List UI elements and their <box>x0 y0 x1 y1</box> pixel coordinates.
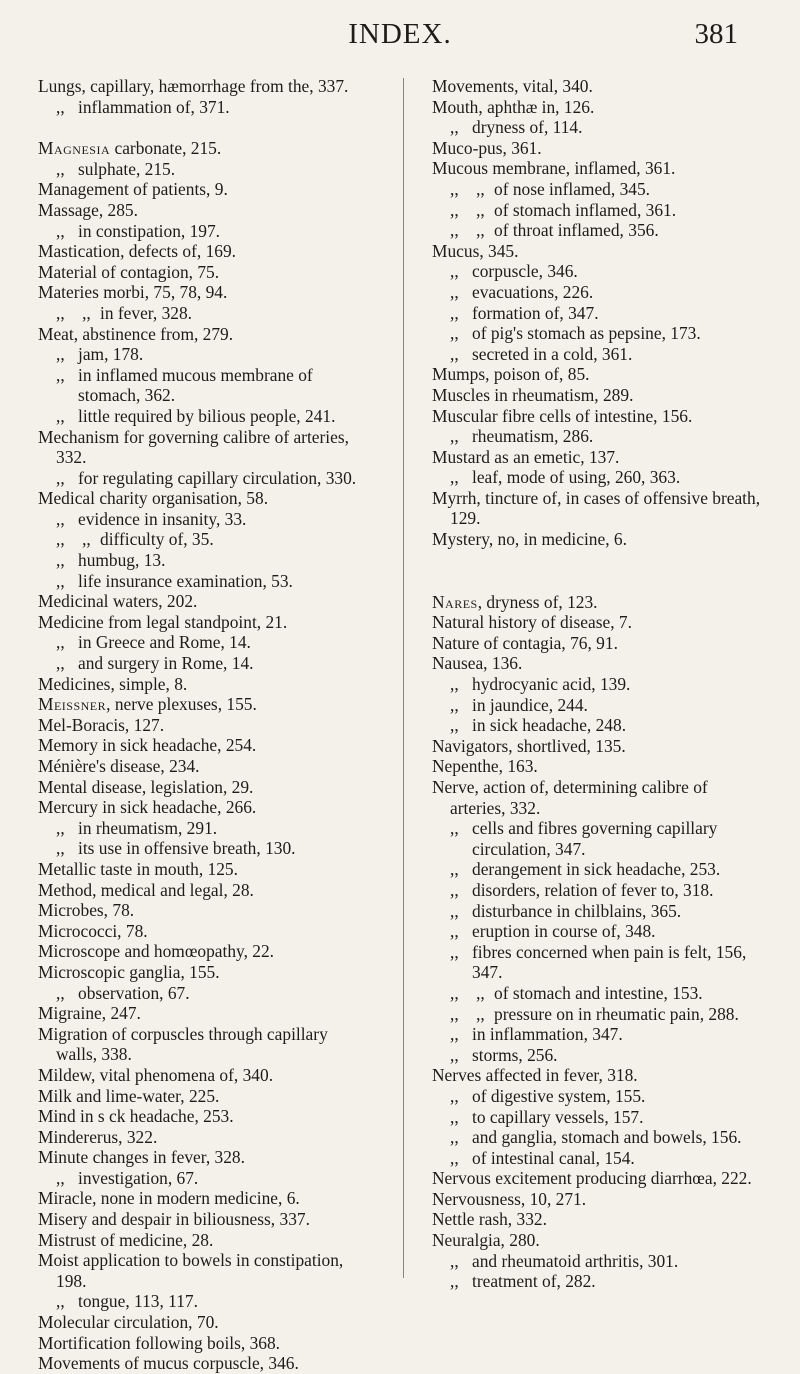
ditto-mark: ,, <box>450 941 459 962</box>
entry-text: corpuscle, 346. <box>472 261 578 282</box>
index-entry: Mucus, 345. <box>432 240 519 261</box>
entry-text: of digestive system, 155. <box>472 1085 646 1106</box>
ditto-mark: ,, <box>56 550 65 571</box>
entry-text: fibres concerned when pain is felt, 156, 347. <box>472 941 747 983</box>
ditto-mark: ,, <box>56 405 65 426</box>
index-entry: Mustard as an emetic, 137. <box>432 446 620 467</box>
entry-text: evidence in insanity, 33. <box>78 508 247 529</box>
index-entry: Lungs, capillary, hæmorrhage from the, 337. <box>38 76 349 96</box>
entry-text: in Greece and Rome, 14. <box>78 632 251 653</box>
entry-text: disturbance in chilblains, 365. <box>472 900 682 921</box>
index-entry: Navigators, shortlived, 135. <box>432 735 626 756</box>
entry-text: inflammation of, 371. <box>78 96 230 117</box>
index-entry: Movements of mucus corpuscle, 346. <box>38 1353 299 1374</box>
page-number: 381 <box>694 18 738 50</box>
index-subentry <box>432 674 762 695</box>
ditto-mark: ,, ,, <box>450 982 485 1003</box>
index-subentry <box>432 859 762 880</box>
ditto-mark: ,, ,, <box>56 302 91 323</box>
index-entry <box>38 694 368 715</box>
entry-text: investigation, 67. <box>78 1167 199 1188</box>
index-subentry <box>432 921 762 942</box>
index-subentry <box>432 880 762 901</box>
index-entry: Microscope and homœopathy, 22. <box>38 941 275 962</box>
section-gap <box>432 571 762 592</box>
ditto-mark: ,, <box>56 570 65 591</box>
index-subentry <box>432 1045 762 1066</box>
index-entry <box>432 592 762 613</box>
index-entry: Migraine, 247. <box>38 1003 141 1024</box>
index-entry: Microbes, 78. <box>38 900 135 921</box>
index-entry: Mastication, defects of, 169. <box>38 241 237 262</box>
entry-text: humbug, 13. <box>78 550 166 571</box>
ditto-mark: ,, <box>56 982 65 1003</box>
ditto-mark: ,, <box>450 694 459 715</box>
index-entry: Milk and lime-water, 225. <box>38 1085 220 1106</box>
index-entry <box>38 138 368 159</box>
ditto-mark: ,, <box>450 715 459 736</box>
index-entry: Muscular fibre cells of intestine, 156. <box>432 405 693 426</box>
ditto-mark: ,, <box>450 1147 459 1168</box>
index-subentry <box>432 818 762 859</box>
entry-text: in inflamed mucous membrane of stomach, 362. <box>78 364 313 406</box>
index-entry: Micrococci, 78. <box>38 920 148 941</box>
index-subentry <box>432 323 762 344</box>
entry-text: observation, 67. <box>78 982 190 1003</box>
index-subentry <box>38 365 368 406</box>
entry-text: of stomach inflamed, 361. <box>494 199 677 220</box>
index-entry: Medicine from legal standpoint, 21. <box>38 611 288 632</box>
ditto-mark: ,, <box>450 426 459 447</box>
index-entry: Movements, vital, 340. <box>432 76 593 96</box>
index-entry: Mortification following boils, 368. <box>38 1332 280 1353</box>
index-entry: Miracle, none in modern medicine, 6. <box>38 1188 300 1209</box>
ditto-mark: ,, <box>450 343 459 364</box>
entry-text: tongue, 113, 117. <box>78 1291 198 1312</box>
index-entry: Mental disease, legislation, 29. <box>38 776 254 797</box>
index-entry: Meat, abstinence from, 279. <box>38 323 234 344</box>
entry-text: sulphate, 215. <box>78 158 176 179</box>
entry-text: jam, 178. <box>78 344 144 365</box>
entry-text: eruption in course of, 348. <box>472 921 656 942</box>
entry-text: to capillary vessels, 157. <box>472 1106 644 1127</box>
ditto-mark: ,, <box>450 323 459 344</box>
index-subentry <box>432 426 762 447</box>
index-subentry <box>432 117 762 138</box>
entry-text: storms, 256. <box>472 1044 558 1065</box>
page-header <box>0 18 800 58</box>
ditto-mark: ,, <box>450 1024 459 1045</box>
index-subentry <box>432 303 762 324</box>
entry-text: carbonate, 215. <box>110 138 222 159</box>
entry-text: difficulty of, 35. <box>100 529 214 550</box>
ditto-mark: ,, <box>56 632 65 653</box>
entry-text: for regulating capillary circulation, 330. <box>78 467 357 488</box>
ditto-mark: ,, ,, <box>450 1003 485 1024</box>
index-entry: Moist application to bowels in constipation, 198. <box>38 1250 344 1291</box>
index-subentry <box>432 901 762 922</box>
index-subentry <box>432 179 762 200</box>
ditto-mark: ,, <box>56 653 65 674</box>
ditto-mark: ,, <box>56 817 65 838</box>
ditto-mark: ,, <box>450 1044 459 1065</box>
index-entry: Materies morbi, 75, 78, 94. <box>38 282 228 303</box>
index-subentry <box>38 1168 368 1189</box>
index-subentry <box>432 467 762 488</box>
index-subentry <box>432 1107 762 1128</box>
ditto-mark: ,, <box>56 364 65 385</box>
entry-text: formation of, 347. <box>472 302 599 323</box>
index-subentry <box>432 1251 762 1272</box>
index-entry: Ménière's disease, 234. <box>38 756 200 776</box>
ditto-mark: ,, <box>56 220 65 241</box>
entry-text: treatment of, 282. <box>472 1271 596 1292</box>
index-subentry <box>38 509 368 530</box>
ditto-mark: ,, <box>450 1271 459 1292</box>
ditto-mark: ,, <box>450 1127 459 1148</box>
ditto-mark: ,, ,, <box>450 178 485 199</box>
index-subentry <box>38 344 368 365</box>
entry-text: evacuations, 226. <box>472 281 594 302</box>
index-entry: Nervous excitement producing diarrhœa, 222. <box>432 1168 752 1189</box>
entry-text: leaf, mode of using, 260, 363. <box>472 467 681 488</box>
entry-text: dryness of, 114. <box>472 117 583 138</box>
ditto-mark: ,, <box>450 859 459 880</box>
index-entry: Molecular circulation, 70. <box>38 1312 219 1333</box>
index-subentry <box>432 1004 762 1025</box>
index-entry: Method, medical and legal, 28. <box>38 879 254 900</box>
index-entry: Mechanism for governing calibre of arteries, 332. <box>38 426 349 468</box>
entry-text: of throat inflamed, 356. <box>494 220 659 241</box>
index-subentry <box>38 468 368 489</box>
ditto-mark: ,, <box>56 344 65 365</box>
index-subentry <box>38 97 368 118</box>
index-column-left <box>38 76 368 1374</box>
index-entry: Microscopic ganglia, 155. <box>38 961 220 982</box>
entry-text: in rheumatism, 291. <box>78 817 218 838</box>
index-entry: Mercury in sick headache, 266. <box>38 797 257 818</box>
entry-text: and ganglia, stomach and bowels, 156. <box>472 1127 742 1148</box>
entry-text: cells and fibres governing capillary circulation, 347. <box>472 818 718 859</box>
entry-text: of stomach and intestine, 153. <box>494 982 703 1003</box>
index-entry: Mindererus, 322. <box>38 1126 158 1147</box>
ditto-mark: ,, <box>450 302 459 323</box>
index-entry: Metallic taste in mouth, 125. <box>38 858 238 879</box>
index-entry: Nausea, 136. <box>432 653 523 674</box>
index-subentry <box>432 200 762 221</box>
entry-text: and surgery in Rome, 14. <box>78 653 254 674</box>
ditto-mark: ,, <box>56 1291 65 1312</box>
index-subentry <box>432 1024 762 1045</box>
index-entry: Nepenthe, 163. <box>432 756 538 777</box>
ditto-mark: ,, <box>56 1167 65 1188</box>
ditto-mark: ,, <box>450 1250 459 1271</box>
entry-text: of pig's stomach as pepsine, 173. <box>472 323 701 344</box>
index-subentry <box>38 529 368 550</box>
index-entry: Mel-Boracis, 127. <box>38 714 165 735</box>
ditto-mark: ,, <box>450 261 459 282</box>
ditto-mark: ,, <box>450 467 459 488</box>
index-subentry <box>38 406 368 427</box>
ditto-mark: ,, ,, <box>450 220 485 241</box>
index-entry: Nettle rash, 332. <box>432 1209 547 1230</box>
index-subentry <box>432 715 762 736</box>
ditto-mark: ,, <box>450 818 459 839</box>
index-entry: Migration of corpuscles through capillary walls, 338. <box>38 1023 328 1065</box>
ditto-mark: ,, <box>56 508 65 529</box>
index-entry: Mucous membrane, inflamed, 361. <box>432 158 676 179</box>
index-entry: Neuralgia, 280. <box>432 1230 540 1251</box>
entry-text: , nerve plexuses, 155. <box>106 694 257 715</box>
entry-text: disorders, relation of fever to, 318. <box>472 879 714 900</box>
index-entry: Massage, 285. <box>38 199 138 220</box>
entry-text: hydrocyanic acid, 139. <box>472 674 631 695</box>
index-subentry <box>38 983 368 1004</box>
index-subentry <box>38 571 368 592</box>
entry-text: , dryness of, 123. <box>477 591 598 612</box>
index-entry: Nerve, action of, determining calibre of arteries, 332. <box>432 777 708 818</box>
ditto-mark: ,, <box>450 281 459 302</box>
index-entry: Mystery, no, in medicine, 6. <box>432 529 627 550</box>
column-divider <box>403 78 404 1278</box>
index-subentry <box>38 818 368 839</box>
index-entry: Medicinal waters, 202. <box>38 591 198 612</box>
entry-text: rheumatism, 286. <box>472 426 594 447</box>
index-entry: Myrrh, tincture of, in cases of offensive breath, 129. <box>432 487 761 529</box>
index-entry: Mumps, poison of, 85. <box>432 364 590 385</box>
index-subentry <box>432 1271 762 1292</box>
index-subentry <box>38 159 368 180</box>
ditto-mark: ,, <box>450 879 459 900</box>
index-entry: Natural history of disease, 7. <box>432 612 632 633</box>
index-subentry <box>38 303 368 324</box>
index-entry: Medicines, simple, 8. <box>38 673 188 694</box>
index-subentry <box>38 632 368 653</box>
ditto-mark: ,, ,, <box>56 529 91 550</box>
index-subentry <box>38 221 368 242</box>
entry-text: life insurance examination, 53. <box>78 570 293 591</box>
index-entry: Mistrust of medicine, 28. <box>38 1229 214 1250</box>
entry-headword: Meissner <box>38 694 107 715</box>
index-entry: Misery and despair in biliousness, 337. <box>38 1209 310 1230</box>
index-subentry <box>38 550 368 571</box>
page-title: INDEX. <box>348 18 452 50</box>
ditto-mark: ,, <box>450 1085 459 1106</box>
section-gap <box>38 117 368 138</box>
entry-text: in fever, 328. <box>100 302 193 323</box>
entry-headword: Magnesia <box>38 138 111 159</box>
index-subentry <box>432 942 762 983</box>
section-gap <box>432 550 762 571</box>
entry-text: of intestinal canal, 154. <box>472 1147 635 1168</box>
entry-text: in sick headache, 248. <box>472 715 627 736</box>
ditto-mark: ,, <box>450 674 459 695</box>
index-subentry <box>432 1086 762 1107</box>
entry-text: in jaundice, 244. <box>472 694 588 715</box>
index-entry: Nerves affected in fever, 318. <box>432 1065 638 1086</box>
index-subentry <box>432 983 762 1004</box>
index-subentry <box>432 1127 762 1148</box>
index-column-right <box>432 76 762 1292</box>
index-entry: Mouth, aphthæ in, 126. <box>432 96 595 117</box>
entry-text: its use in offensive breath, 130. <box>78 838 296 859</box>
index-entry: Nervousness, 10, 271. <box>432 1188 587 1209</box>
index-subentry <box>432 220 762 241</box>
index-subentry <box>38 653 368 674</box>
entry-text: pressure on in rheumatic pain, 288. <box>494 1003 739 1024</box>
index-entry: Memory in sick headache, 254. <box>38 735 257 756</box>
index-entry: Management of patients, 9. <box>38 179 228 200</box>
index-entry: Nature of contagia, 76, 91. <box>432 632 618 653</box>
ditto-mark: ,, ,, <box>450 199 485 220</box>
ditto-mark: ,, <box>56 838 65 859</box>
index-entry: Mildew, vital phenomena of, 340. <box>38 1064 274 1085</box>
index-entry: Medical charity organisation, 58. <box>38 488 269 509</box>
index-entry: Material of contagion, 75. <box>38 261 220 282</box>
index-subentry <box>432 261 762 282</box>
entry-text: little required by bilious people, 241. <box>78 405 336 426</box>
index-subentry <box>432 344 762 365</box>
entry-text: secreted in a cold, 361. <box>472 343 633 364</box>
ditto-mark: ,, <box>450 117 459 138</box>
entry-headword: Nares <box>432 591 478 612</box>
ditto-mark: ,, <box>450 921 459 942</box>
ditto-mark: ,, <box>450 900 459 921</box>
index-subentry <box>432 695 762 716</box>
ditto-mark: ,, <box>56 96 65 117</box>
entry-text: of nose inflamed, 345. <box>494 178 650 199</box>
entry-text: derangement in sick headache, 253. <box>472 859 721 880</box>
entry-text: and rheumatoid arthritis, 301. <box>472 1250 679 1271</box>
index-entry: Mind in s ck headache, 253. <box>38 1106 234 1127</box>
index-entry: Muscles in rheumatism, 289. <box>432 384 634 405</box>
ditto-mark: ,, <box>450 1106 459 1127</box>
index-entry: Muco-pus, 361. <box>432 137 542 158</box>
index-subentry <box>432 1148 762 1169</box>
entry-text: in inflammation, 347. <box>472 1024 623 1045</box>
index-entry: Minute changes in fever, 328. <box>38 1147 245 1168</box>
index-subentry <box>38 838 368 859</box>
entry-text: in constipation, 197. <box>78 220 221 241</box>
ditto-mark: ,, <box>56 158 65 179</box>
ditto-mark: ,, <box>56 467 65 488</box>
index-subentry <box>432 282 762 303</box>
index-subentry <box>38 1291 368 1312</box>
